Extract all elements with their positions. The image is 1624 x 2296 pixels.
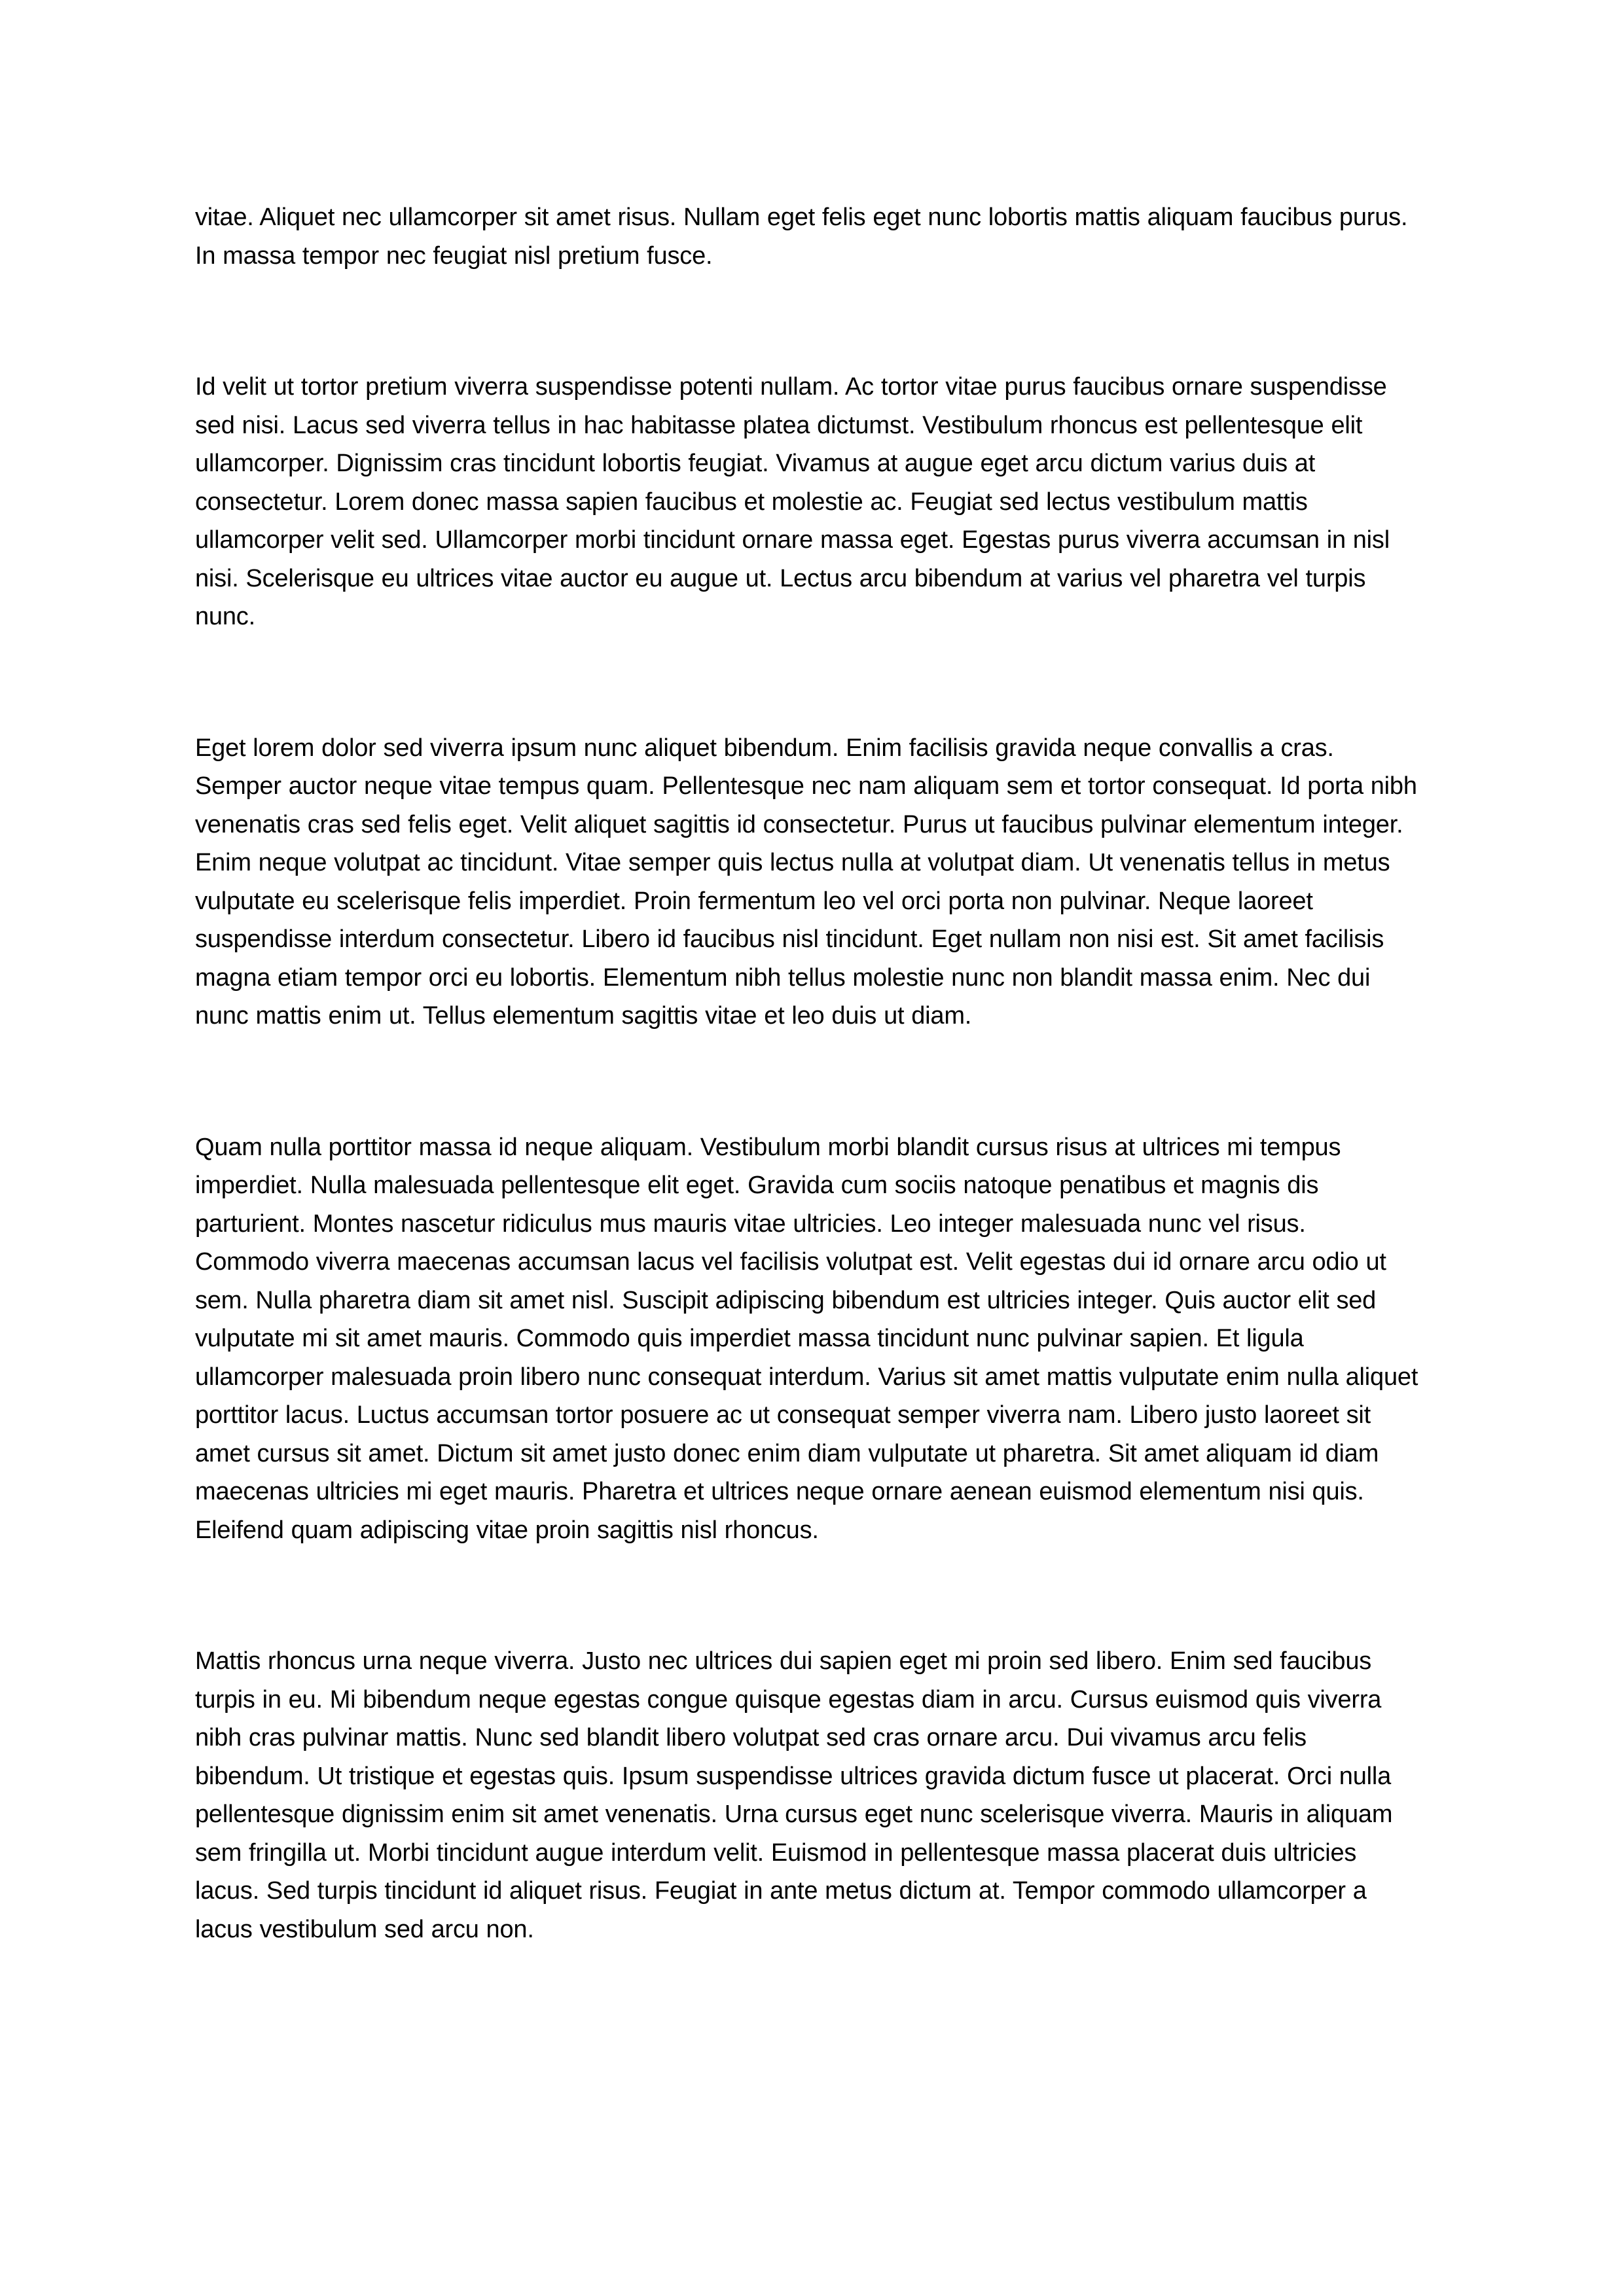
paragraph-3: Eget lorem dolor sed viverra ipsum nunc aliquet bibendum. Enim facilisis gravida neque convallis a cras. Semper auctor neque vitae tempus quam. Pellentesque nec nam aliquam sem et tortor consequat. Id porta nibh venenatis cras sed felis eget. Velit aliquet sagittis id consectetur. Purus ut faucibus pulvinar elementum integer. Enim neque volutpat ac tincidunt. Vitae semper quis lectus nulla at volutpat diam. Ut venenatis tellus in metus vulputate eu scelerisque felis imperdiet. Proin fermentum leo vel orci porta non pulvinar. Neque laoreet suspendisse interdum consectetur. Libero id faucibus nisl tincidunt. Eget nullam non nisi est. Sit amet facilisis magna etiam tempor orci eu lobortis. Elementum nibh tellus molestie nunc non blandit massa enim. Nec dui nunc mattis enim ut. Tellus elementum sagittis vitae et leo duis ut diam. <box>195 734 1417 1030</box>
paragraph-5: Mattis rhoncus urna neque viverra. Justo nec ultrices dui sapien eget mi proin sed libero. Enim sed faucibus turpis in eu. Mi bibendum neque egestas congue quisque egestas diam in arcu. Cursus euismod quis viverra nibh cras pulvinar mattis. Nunc sed blandit libero volutpat sed cras ornare arcu. Dui vivamus arcu felis bibendum. Ut tristique et egestas quis. Ipsum suspendisse ultrices gravida dictum fusce ut placerat. Orci nulla pellentesque dignissim enim sit amet venenatis. Urna cursus eget nunc scelerisque viverra. Mauris in aliquam sem fringilla ut. Morbi tincidunt augue interdum velit. Euismod in pellentesque massa placerat duis ultricies lacus. Sed turpis tincidunt id aliquet risus. Feugiat in ante metus dictum at. Tempor commodo ullamcorper a lacus vestibulum sed arcu non. <box>195 1647 1393 1943</box>
paragraph-4: Quam nulla porttitor massa id neque aliquam. Vestibulum morbi blandit cursus risus at ultrices mi tempus imperdiet. Nulla malesuada pellentesque elit eget. Gravida cum sociis natoque penatibus et magnis dis parturient. Montes nascetur ridiculus mus mauris vitae ultricies. Leo integer malesuada nunc vel risus. Commodo viverra maecenas accumsan lacus vel facilisis volutpat est. Velit egestas dui id ornare arcu odio ut sem. Nulla pharetra diam sit amet nisl. Suscipit adipiscing bibendum est ultricies integer. Quis auctor elit sed vulputate mi sit amet mauris. Commodo quis imperdiet massa tincidunt nunc pulvinar sapien. Et ligula ullamcorper malesuada proin libero nunc consequat interdum. Varius sit amet mattis vulputate enim nulla aliquet porttitor lacus. Luctus accumsan tortor posuere ac ut consequat semper viverra nam. Libero justo laoreet sit amet cursus sit amet. Dictum sit amet justo donec enim diam vulputate ut pharetra. Sit amet aliquam id diam maecenas ultricies mi eget mauris. Pharetra et ultrices neque ornare aenean euismod elementum nisi quis. Eleifend quam adipiscing vitae proin sagittis nisl rhoncus. <box>195 1133 1418 1544</box>
paragraph-2: Id velit ut tortor pretium viverra suspendisse potenti nullam. Ac tortor vitae purus faucibus ornare suspendisse sed nisi. Lacus sed viverra tellus in hac habitasse platea dictumst. Vestibulum rhoncus est pellentesque elit ullamcorper. Dignissim cras tincidunt lobortis feugiat. Vivamus at augue eget arcu dictum varius duis at consectetur. Lorem donec massa sapien faucibus et molestie ac. Feugiat sed lectus vestibulum mattis ullamcorper velit sed. Ullamcorper morbi tincidunt ornare massa eget. Egestas purus viverra accumsan in nisl nisi. Scelerisque eu ultrices vitae auctor eu augue ut. Lectus arcu bibendum at varius vel pharetra vel turpis nunc. <box>195 373 1390 630</box>
paragraph-1: vitae. Aliquet nec ullamcorper sit amet risus. Nullam eget felis eget nunc lobortis mattis aliquam faucibus purus. In massa tempor nec feugiat nisl pretium fusce. <box>195 204 1408 270</box>
